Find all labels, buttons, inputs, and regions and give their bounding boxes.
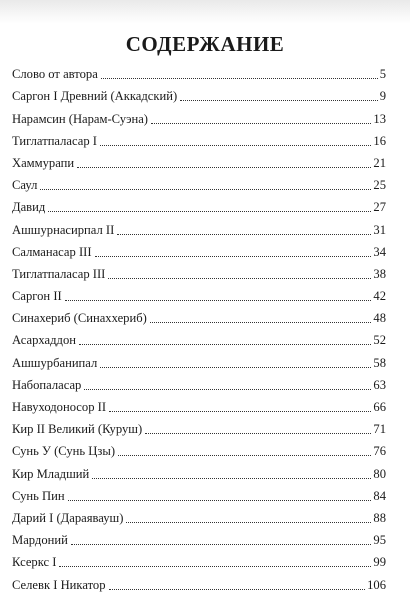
toc-entry — [12, 238, 386, 260]
dot-leader — [108, 278, 371, 279]
toc-entry-page: 88 — [373, 510, 386, 525]
toc-entry-title: Дарий I (Дараявауш) — [12, 510, 124, 525]
toc-entry-page: 95 — [373, 533, 386, 548]
toc-entry — [12, 127, 386, 149]
previous-page-bleed — [0, 0, 410, 24]
toc-entry — [12, 104, 386, 126]
toc-entry-page: 42 — [373, 289, 386, 304]
toc-entry-title: Ашшурбанипал — [12, 355, 98, 370]
toc-entry-title: Хаммурапи — [12, 155, 75, 170]
dot-leader — [48, 211, 371, 212]
toc-entry-page: 106 — [367, 577, 386, 592]
toc-entry-page: 25 — [373, 178, 386, 193]
dot-leader — [101, 78, 378, 79]
toc-entry-title: Ашшурнасирпал II — [12, 222, 115, 237]
toc-entry — [12, 304, 386, 326]
toc-entry-page: 71 — [373, 422, 386, 437]
dot-leader — [71, 544, 372, 545]
toc-entry-page: 38 — [373, 266, 386, 281]
toc-entry-page: 48 — [373, 311, 386, 326]
dot-leader — [59, 566, 371, 567]
dot-leader — [117, 234, 371, 235]
dot-leader — [150, 322, 372, 323]
toc-entry-page: 84 — [373, 488, 386, 503]
toc-entry-page: 27 — [373, 200, 386, 215]
toc-entry-page: 5 — [379, 67, 386, 82]
toc-entry-title: Синахериб (Синаххериб) — [12, 311, 147, 326]
toc-entry — [12, 504, 386, 526]
toc-entry-title: Слово от автора — [12, 67, 98, 82]
toc-entry-title: Кир II Великий (Куруш) — [12, 422, 143, 437]
dot-leader — [77, 167, 371, 168]
toc-entry — [12, 570, 386, 592]
toc-entry-title: Нарамсин (Нарам-Суэна) — [12, 111, 148, 126]
toc-entry-title: Саргон II — [12, 289, 62, 304]
toc-entry-title: Набопаласар — [12, 377, 82, 392]
toc-entry — [12, 193, 386, 215]
toc-entry-page: 21 — [373, 155, 386, 170]
toc-entry-page: 34 — [373, 244, 386, 259]
dot-leader — [100, 145, 371, 146]
toc-entry-page: 58 — [373, 355, 386, 370]
toc-entry — [12, 171, 386, 193]
toc-entry — [12, 326, 386, 348]
toc-entry — [12, 548, 386, 570]
toc-entry-title: Саул — [12, 178, 38, 193]
toc-entry-title: Тиглатпаласар I — [12, 133, 97, 148]
dot-leader — [109, 411, 371, 412]
toc-entry — [12, 526, 386, 548]
toc-entry-title: Тиглатпаласар III — [12, 266, 106, 281]
page-title: СОДЕРЖАНИЕ — [125, 32, 285, 56]
dot-leader — [151, 123, 371, 124]
dot-leader — [68, 500, 372, 501]
dot-leader — [126, 522, 371, 523]
toc-entry-page: 52 — [373, 333, 386, 348]
dot-leader — [100, 367, 371, 368]
dot-leader — [145, 433, 371, 434]
toc-entry — [12, 348, 386, 370]
toc-entry — [12, 393, 386, 415]
toc-entry — [12, 260, 386, 282]
toc-entry-title: Ксеркс I — [12, 555, 57, 570]
toc-entry-page: 99 — [373, 555, 386, 570]
toc-entry-page: 13 — [373, 111, 386, 126]
dot-leader — [40, 189, 371, 190]
toc-entry — [12, 282, 386, 304]
dot-leader — [95, 256, 372, 257]
table-of-contents — [12, 60, 386, 593]
toc-entry-title: Кир Младший — [12, 466, 90, 481]
toc-entry-title: Мардоний — [12, 533, 68, 548]
dot-leader — [65, 300, 372, 301]
dot-leader — [92, 478, 371, 479]
toc-entry-title: Давид — [12, 200, 46, 215]
dot-leader — [84, 389, 371, 390]
toc-entry-page: 76 — [373, 444, 386, 459]
toc-entry-page: 66 — [373, 400, 386, 414]
toc-entry — [12, 215, 386, 237]
toc-entry-title: Навуходоносор II — [12, 400, 107, 414]
dot-leader — [79, 344, 371, 345]
toc-entry-title: Сунь У (Сунь Цзы) — [12, 444, 116, 459]
toc-entry — [12, 82, 386, 104]
toc-entry-page: 31 — [373, 222, 386, 237]
toc-entry — [12, 482, 386, 504]
toc-entry — [12, 60, 386, 82]
toc-entry-page: 16 — [373, 133, 386, 148]
toc-entry — [12, 459, 386, 481]
toc-entry-title: Салманасар III — [12, 244, 92, 259]
toc-entry — [12, 415, 386, 437]
dot-leader — [180, 100, 378, 101]
toc-entry-title: Саргон I Древний (Аккадский) — [12, 89, 178, 104]
toc-entry-page: 80 — [373, 466, 386, 481]
toc-entry — [12, 371, 386, 393]
toc-entry — [12, 437, 386, 459]
dot-leader — [109, 589, 366, 590]
dot-leader — [118, 455, 371, 456]
toc-entry-title: Селевк I Никатор — [12, 577, 106, 592]
toc-entry-title: Асархаддон — [12, 333, 76, 348]
toc-entry — [12, 149, 386, 171]
toc-entry-title: Сунь Пин — [12, 488, 65, 503]
toc-entry-page: 9 — [379, 89, 386, 104]
toc-entry-page: 63 — [373, 377, 386, 392]
